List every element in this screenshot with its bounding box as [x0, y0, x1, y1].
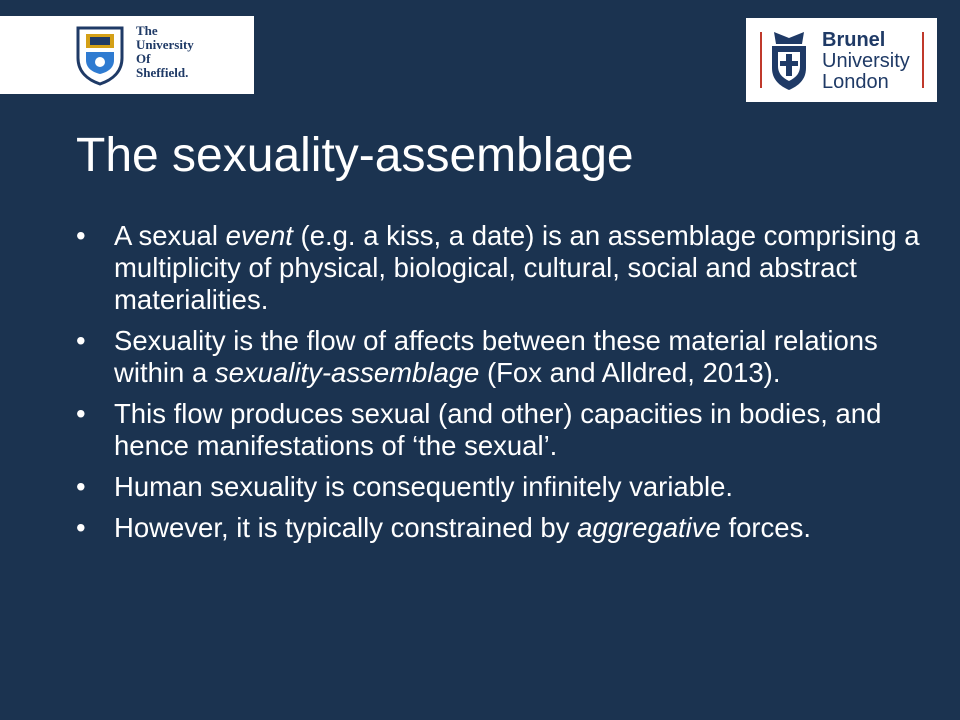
sheffield-line: The — [136, 23, 158, 38]
bullet-icon: • — [76, 398, 86, 429]
bullet-text: (e.g. a kiss, a date) is an assemblage comprising a multiplicity of physical, biological, cultural, social and abstract materialities. — [114, 220, 920, 315]
bullet-text: forces. — [720, 512, 811, 543]
bullet-item — [76, 220, 936, 316]
logo-divider — [922, 32, 924, 88]
bullet-emphasis: sexuality-assemblage — [214, 357, 480, 388]
bullet-icon: • — [76, 220, 86, 251]
sheffield-line: Of — [136, 51, 151, 66]
brunel-university-london-logo — [746, 18, 937, 102]
bullet-icon: • — [76, 325, 86, 356]
brunel-crest-icon — [764, 28, 814, 92]
bullet-item — [76, 471, 936, 503]
brunel-line: London — [822, 71, 889, 93]
sheffield-wordmark — [136, 24, 194, 80]
bullet-item — [76, 398, 936, 462]
university-of-sheffield-logo — [0, 16, 254, 94]
sheffield-line: University — [136, 37, 194, 52]
bullet-text: A sexual — [114, 220, 226, 251]
brunel-line: University — [822, 50, 910, 72]
sheffield-crest-icon — [72, 24, 128, 86]
bullet-text: Sexuality is the flow of affects between these material relations within a — [114, 325, 878, 388]
brunel-line: Brunel — [822, 29, 886, 51]
bullet-icon: • — [76, 512, 86, 543]
brunel-wordmark — [822, 30, 910, 93]
bullet-item — [76, 325, 936, 389]
bullet-emphasis: event — [225, 220, 293, 251]
bullet-emphasis: aggregative — [577, 512, 721, 543]
logo-divider — [760, 32, 762, 88]
bullet-text: Human sexuality is consequently infinitely variable. — [114, 471, 734, 502]
bullet-list — [76, 220, 936, 553]
bullet-text: This flow produces sexual (and other) capacities in bodies, and hence manifestations of ‘the sexual’. — [114, 398, 882, 461]
bullet-item — [76, 512, 936, 544]
sheffield-line: Sheffield. — [136, 65, 189, 80]
bullet-icon: • — [76, 471, 86, 502]
slide-title: The sexuality-assemblage — [76, 129, 634, 182]
bullet-text: However, it is typically constrained by — [114, 512, 578, 543]
bullet-text: (Fox and Alldred, 2013). — [479, 357, 781, 388]
